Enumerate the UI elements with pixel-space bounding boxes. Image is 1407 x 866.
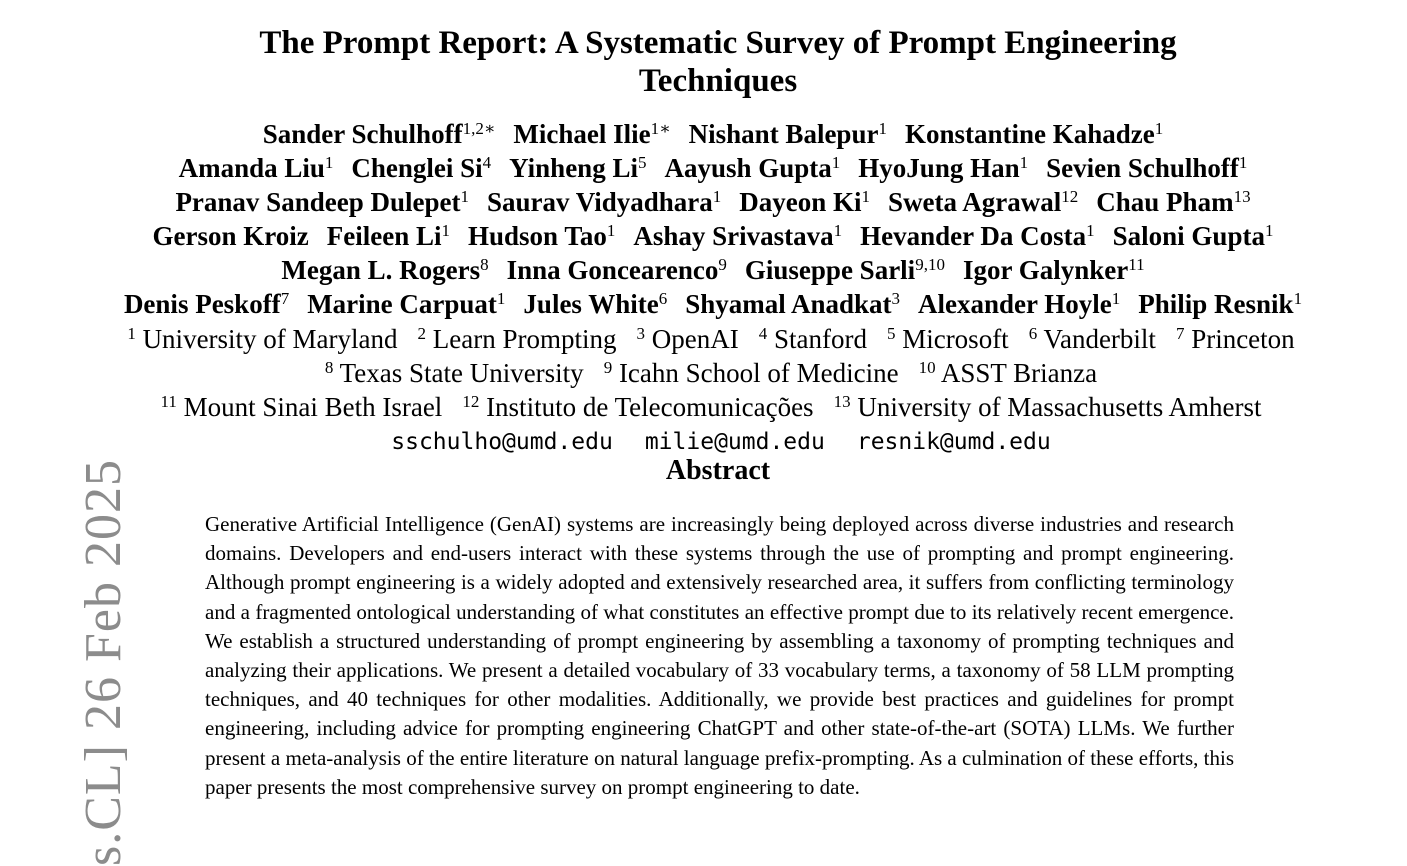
affiliation-list	[0, 322, 1407, 424]
author-affiliation-mark: 1	[1264, 221, 1274, 240]
author-affiliation-mark: 3	[891, 289, 901, 308]
author-line	[0, 185, 1407, 219]
author-line	[0, 151, 1407, 185]
author	[888, 187, 1078, 217]
author-name: Saloni Gupta	[1112, 221, 1265, 251]
author-affiliation-mark: 6	[658, 289, 668, 308]
affiliation-name: ASST Brianza	[940, 358, 1098, 388]
author	[1113, 221, 1274, 251]
author-affiliation-mark: 7	[280, 289, 290, 308]
author	[1046, 153, 1247, 183]
affiliation-name: University of Maryland	[142, 324, 398, 354]
author-affiliation-mark: 1	[861, 187, 871, 206]
author-affiliation-mark: 11	[1128, 255, 1145, 274]
author-name: Aayush Gupta	[664, 153, 832, 183]
author	[633, 221, 842, 251]
paper-title	[0, 24, 1407, 100]
author-line	[0, 253, 1407, 287]
affiliation	[604, 358, 899, 388]
affiliation	[127, 324, 397, 354]
affiliation	[325, 358, 584, 388]
affiliation-name: Icahn School of Medicine	[618, 358, 899, 388]
author-name: Feileen Li	[326, 221, 442, 251]
arxiv-side-stamp: s.CL] 26 Feb 2025	[75, 459, 132, 866]
author-affiliation-mark: 1	[1019, 153, 1029, 172]
author	[281, 255, 488, 285]
author	[507, 255, 727, 285]
author-name: Hudson Tao	[468, 221, 607, 251]
author-affiliation-mark: 1	[833, 221, 843, 240]
author-line	[0, 287, 1407, 321]
author-affiliation-mark: 1	[441, 221, 450, 240]
author	[685, 289, 900, 319]
author	[175, 187, 469, 217]
author-affiliation-mark: 1	[1293, 289, 1303, 308]
author-name: Megan L. Rogers	[281, 255, 481, 285]
affiliation	[887, 324, 1009, 354]
affiliation-name: Mount Sinai Beth Israel	[183, 392, 443, 422]
affiliation-name: Microsoft	[902, 324, 1009, 354]
author-name: Nishant Balepur	[688, 119, 879, 149]
author-name: Chau Pham	[1096, 187, 1234, 217]
affiliation-mark: 3	[636, 324, 645, 343]
affiliation	[1029, 324, 1156, 354]
author-affiliation-mark: 1	[878, 119, 887, 138]
affiliation-name: University of Massachusetts Amherst	[857, 392, 1262, 422]
paper-title-line: The Prompt Report: A Systematic Survey of Prompt Engineering	[259, 25, 1177, 61]
author-name: Chenglei Si	[351, 153, 483, 183]
author	[351, 153, 491, 183]
author	[918, 289, 1120, 319]
affiliation-line	[0, 390, 1407, 424]
affiliation-mark: 7	[1175, 324, 1185, 343]
affiliation-mark: 1	[127, 324, 136, 343]
affiliation	[919, 358, 1098, 388]
affiliation	[834, 392, 1262, 422]
affiliation	[1176, 324, 1295, 354]
author-name: Inna Goncearenco	[506, 255, 719, 285]
affiliation-name: Learn Prompting	[432, 324, 617, 354]
author-line	[0, 219, 1407, 253]
author-name: Amanda Liu	[178, 153, 325, 183]
author-name: Denis Peskoff	[123, 289, 281, 319]
author	[179, 153, 334, 183]
author-name: Igor Galynker	[962, 255, 1129, 285]
affiliation-line	[0, 356, 1407, 390]
author-name: Michael Ilie	[513, 119, 651, 149]
affiliation	[759, 324, 867, 354]
author-affiliation-mark: 1	[606, 221, 616, 240]
affiliation-mark: 13	[833, 392, 851, 411]
abstract-heading: Abstract	[665, 455, 771, 486]
author-affiliation-mark: 5	[637, 153, 647, 172]
affiliation-name: Vanderbilt	[1043, 324, 1156, 354]
affiliation-mark: 4	[758, 324, 768, 343]
affiliation-name: Princeton	[1191, 324, 1295, 354]
author	[905, 119, 1163, 149]
affiliation	[160, 392, 442, 422]
author-list	[0, 117, 1407, 321]
author-name: Ashay Srivastava	[633, 221, 834, 251]
author-name: Gerson Kroiz	[152, 221, 309, 251]
author-affiliation-mark: 1,2∗	[462, 119, 496, 138]
author	[1096, 187, 1250, 217]
author-name: Philip Resnik	[1138, 289, 1294, 319]
author-name: Sander Schulhoff	[262, 119, 463, 149]
author	[124, 289, 289, 319]
affiliation-name: Instituto de Telecomunicações	[486, 392, 814, 422]
affiliation	[418, 324, 617, 354]
author-name: Shyamal Anadkat	[685, 289, 892, 319]
author-name: Dayeon Ki	[739, 187, 862, 217]
author	[745, 255, 945, 285]
affiliation-mark: 10	[918, 358, 936, 377]
author-affiliation-mark: 13	[1233, 187, 1251, 206]
author	[1138, 289, 1302, 319]
affiliation-name: OpenAI	[651, 324, 739, 354]
author	[739, 187, 870, 217]
author-name: Yinheng Li	[509, 153, 638, 183]
author-line	[0, 117, 1407, 151]
author-affiliation-mark: 1	[712, 187, 722, 206]
author-affiliation-mark: 4	[482, 153, 492, 172]
author-affiliation-mark: 1∗	[650, 119, 671, 138]
email-address[interactable]: sschulho@umd.edu	[391, 429, 613, 455]
author-name: Pranav Sandeep Dulepet	[175, 187, 461, 217]
email-address[interactable]: milie@umd.edu	[644, 429, 825, 455]
author	[263, 119, 496, 149]
author	[509, 153, 646, 183]
author	[963, 255, 1145, 285]
author-name: Alexander Hoyle	[918, 289, 1112, 319]
affiliation-mark: 9	[603, 358, 613, 377]
author-affiliation-mark: 8	[480, 255, 489, 274]
author-name: Giuseppe Sarli	[744, 255, 916, 285]
author	[327, 221, 450, 251]
abstract-body: Generative Artificial Intelligence (GenAI) systems are increasingly being deployed across diverse industries and research domains. Developers and end-users interact with these systems through the use of prompting and prompt engineering. Although prompt engineering is a widely adopted and extensively researched area, it suffers from conflicting terminology and a fragmented ontological understanding of what constitutes an effective prompt due to its relatively recent emergence. We establish a structured understanding of prompt engineering by assembling a taxonomy of prompting techniques and analyzing their applications. We present a detailed vocabulary of 33 vocabulary terms, a taxonomy of 58 LLM prompting techniques, and 40 techniques for other modalities. Additionally, we provide best practices and guidelines for prompt engineering, including advice for prompting engineering ChatGPT and other state-of-the-art (SOTA) LLMs. We further present a meta-analysis of the entire literature on natural language prefix-prompting. As a culmination of these efforts, this paper presents the most comprehensive survey on prompt engineering to date.	[205, 512, 1234, 799]
affiliation	[636, 324, 738, 354]
paper-title-line: Techniques	[638, 63, 798, 99]
affiliation	[462, 392, 813, 422]
author	[468, 221, 615, 251]
author	[860, 221, 1095, 251]
author-affiliation-mark: 1	[1111, 289, 1121, 308]
author-name: HyoJung Han	[858, 153, 1020, 183]
email-address[interactable]: resnik@umd.edu	[856, 429, 1051, 455]
author-affiliation-mark: 1	[831, 153, 841, 172]
author	[664, 153, 840, 183]
author-affiliation-mark: 1	[1154, 119, 1164, 138]
author	[153, 221, 309, 251]
author-affiliation-mark: 1	[460, 187, 469, 206]
author	[689, 119, 887, 149]
author-affiliation-mark: 1	[496, 289, 506, 308]
author	[307, 289, 505, 319]
author-name: Saurav Vidyadhara	[486, 187, 713, 217]
author-name: Konstantine Kahadze	[904, 119, 1155, 149]
affiliation-mark: 5	[886, 324, 896, 343]
author-name: Jules White	[523, 289, 659, 319]
author-name: Hevander Da Costa	[860, 221, 1087, 251]
affiliation-mark: 8	[324, 358, 334, 377]
author	[858, 153, 1028, 183]
affiliation-name: Texas State University	[339, 358, 584, 388]
author-name: Sweta Agrawal	[888, 187, 1062, 217]
author-affiliation-mark: 9	[718, 255, 727, 274]
author	[487, 187, 721, 217]
author-affiliation-mark: 1	[1238, 153, 1248, 172]
author-affiliation-mark: 12	[1061, 187, 1079, 206]
author-affiliation-mark: 1	[324, 153, 334, 172]
author	[523, 289, 667, 319]
author-affiliation-mark: 9,10	[915, 255, 945, 274]
author-affiliation-mark: 1	[1086, 221, 1095, 240]
affiliation-mark: 12	[462, 392, 480, 411]
author-name: Marine Carpuat	[307, 289, 497, 319]
affiliation-mark: 2	[417, 324, 427, 343]
author-name: Sevien Schulhoff	[1046, 153, 1239, 183]
affiliation-mark: 11	[160, 392, 177, 411]
affiliation-name: Stanford	[773, 324, 867, 354]
author	[513, 119, 670, 149]
affiliation-line	[0, 322, 1407, 356]
affiliation-mark: 6	[1028, 324, 1038, 343]
